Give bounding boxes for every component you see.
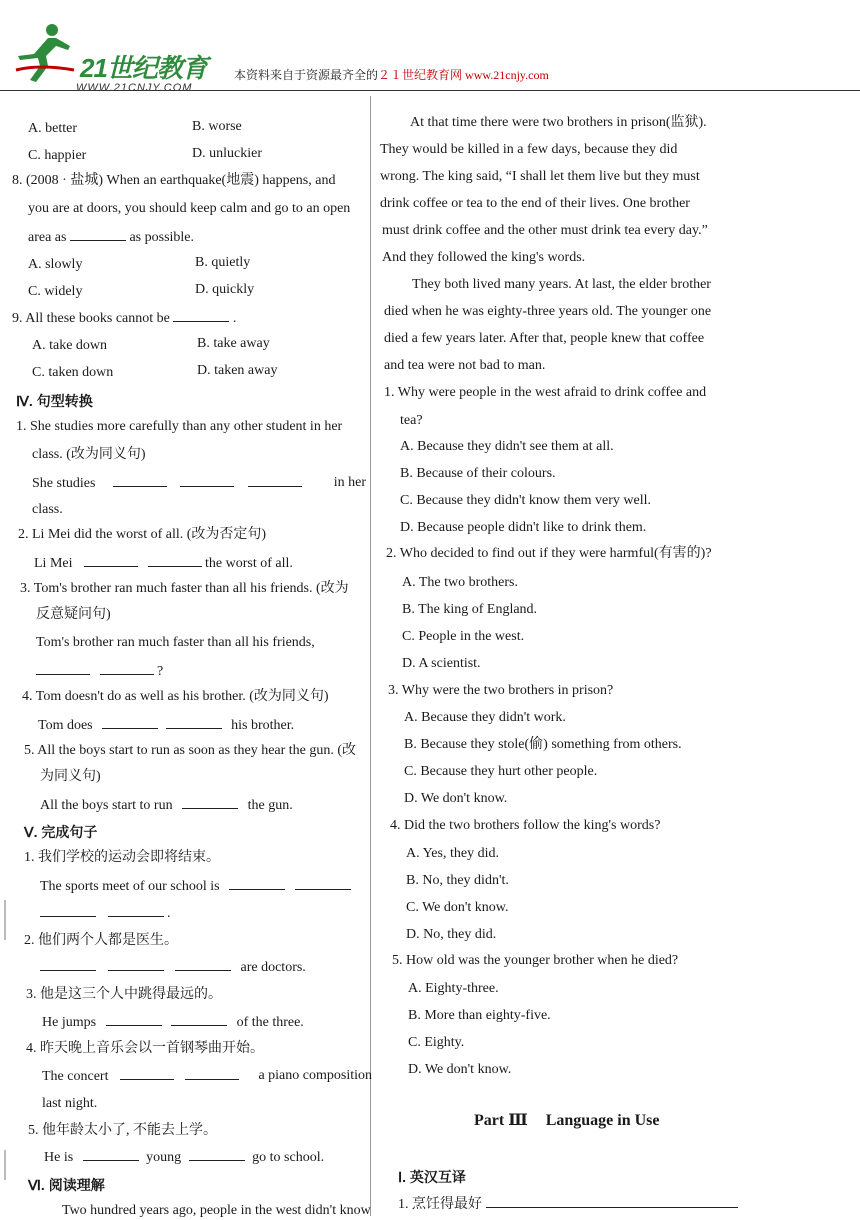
option: A. Because they didn't work.: [404, 710, 566, 725]
logo-text: 21世纪教育: [80, 53, 207, 83]
transform-1: 1. She studies more carefully than any other student in her: [16, 419, 343, 434]
header-rule: [0, 90, 860, 91]
reading-q1: 1. Why were people in the west afraid to drink coffee and: [384, 385, 707, 400]
reading-passage-start: Two hundred years ago, people in the west didn't know: [62, 1203, 371, 1218]
answer-blank[interactable]: [173, 309, 229, 322]
passage-line: They both lived many years. At last, the elder brother: [412, 277, 711, 292]
text: Tom does: [38, 718, 93, 733]
question-8-line3: [28, 228, 194, 247]
text: of the three.: [236, 1015, 304, 1030]
option: C. Because they didn't know them very well.: [400, 493, 651, 508]
part-number: Part Ⅲ: [474, 1112, 528, 1129]
complete-5: 5. 他年龄太小了, 不能去上学。: [28, 1123, 217, 1138]
transform-2-answer: [34, 554, 293, 573]
header-note: [234, 66, 549, 83]
transform-5-answer: [40, 796, 293, 815]
option: C. People in the west.: [402, 629, 525, 644]
answer-blank[interactable]: [36, 662, 90, 675]
question-8-line2: you are at doors, you should keep calm and go to an open: [28, 201, 351, 216]
option: C. Because they hurt other people.: [404, 764, 598, 779]
option: A. Because they didn't see them at all.: [400, 439, 614, 454]
text: 9. All these books cannot be: [12, 311, 170, 326]
answer-blank[interactable]: [113, 474, 167, 487]
header-note-prefix: 本资料来自于资源最齐全的: [234, 68, 379, 82]
option: A. better: [28, 121, 77, 136]
text: go to school.: [252, 1150, 325, 1165]
transform-3-tag: [36, 662, 163, 681]
answer-blank[interactable]: [40, 904, 96, 917]
transform-1-instruction: class. (改为同义句): [32, 447, 146, 462]
passage-line: drink coffee or tea to the end of their lives. One brother: [380, 196, 690, 211]
transform-1-answer: [32, 474, 366, 493]
translate-1: [398, 1195, 738, 1214]
option: B. Because of their colours.: [400, 466, 556, 481]
transform-5: 5. All the boys start to run as soon as they hear the gun. (改: [24, 743, 357, 758]
margin-mark: [4, 1150, 6, 1180]
text: The sports meet of our school is: [40, 879, 220, 894]
option: D. taken away: [197, 363, 278, 378]
text: All the boys start to run: [40, 798, 173, 813]
transform-4-answer: [38, 716, 294, 735]
text: The concert: [42, 1069, 109, 1084]
answer-blank[interactable]: [486, 1195, 738, 1208]
text: are doctors.: [240, 960, 306, 975]
answer-blank[interactable]: [120, 1067, 174, 1080]
option: B. quietly: [195, 255, 251, 270]
option: A. slowly: [28, 257, 83, 272]
complete-4-answer: [42, 1067, 372, 1086]
text: the worst of all.: [205, 556, 293, 571]
reading-q2: 2. Who decided to find out if they were harmful(有害的)?: [386, 546, 712, 561]
complete-1-answer: [40, 877, 351, 896]
complete-3: 3. 他是这三个人中跳得最远的。: [26, 987, 222, 1002]
margin-mark: [4, 900, 6, 940]
answer-blank[interactable]: [180, 474, 234, 487]
passage-line: died a few years later. After that, people knew that coffee: [384, 331, 705, 346]
option: A. Yes, they did.: [406, 846, 499, 861]
header-note-site: ２１世纪教育网: [378, 68, 463, 82]
answer-blank[interactable]: [70, 228, 126, 241]
option: D. quickly: [195, 282, 255, 297]
answer-blank[interactable]: [295, 877, 351, 890]
passage-line: At that time there were two brothers in prison(监狱).: [410, 115, 707, 130]
option: B. worse: [192, 119, 242, 134]
text: .: [232, 311, 237, 326]
column-divider: [370, 96, 371, 1216]
complete-4: 4. 昨天晚上音乐会以一首钢琴曲开始。: [26, 1041, 264, 1056]
text: 1. 烹饪得最好: [398, 1197, 482, 1212]
option: B. take away: [197, 336, 270, 351]
transform-3-instruction: 反意疑问句): [36, 607, 111, 622]
text: .: [167, 906, 171, 921]
option: C. happier: [28, 148, 87, 163]
logo: [10, 20, 220, 94]
answer-blank[interactable]: [175, 958, 231, 971]
transform-2: 2. Li Mei did the worst of all. (改为否定句): [18, 527, 267, 542]
option: A. take down: [32, 338, 108, 353]
option: B. The king of England.: [402, 602, 538, 617]
option: C. widely: [28, 284, 83, 299]
reading-q4: 4. Did the two brothers follow the king's words?: [390, 818, 661, 833]
section-heading: Ⅳ. 句型转换: [16, 393, 93, 409]
page-header: [0, 0, 860, 92]
option: D. No, they did.: [406, 927, 497, 942]
answer-blank[interactable]: [84, 554, 138, 567]
answer-blank[interactable]: [106, 1013, 162, 1026]
answer-blank[interactable]: [100, 662, 154, 675]
answer-blank[interactable]: [102, 716, 158, 729]
transform-3: 3. Tom's brother ran much faster than all his friends. (改为: [20, 581, 349, 596]
header-note-url: www.21cnjy.com: [465, 68, 549, 82]
complete-2-answer: [40, 958, 306, 977]
answer-blank[interactable]: [185, 1067, 239, 1080]
complete-2: 2. 他们两个人都是医生。: [24, 933, 178, 948]
complete-4-end: last night.: [42, 1096, 98, 1111]
text: his brother.: [231, 718, 295, 733]
answer-blank[interactable]: [108, 904, 164, 917]
answer-blank[interactable]: [83, 1148, 139, 1161]
option: D. unluckier: [192, 146, 262, 161]
question-9: [12, 309, 236, 328]
answer-blank[interactable]: [171, 1013, 227, 1026]
transform-3-answer: Tom's brother ran much faster than all his friends,: [36, 635, 315, 650]
reading-q3: 3. Why were the two brothers in prison?: [388, 683, 614, 698]
answer-blank[interactable]: [148, 554, 202, 567]
text: He is: [44, 1150, 74, 1165]
transform-5-instruction: 为同义句): [40, 769, 101, 784]
section-heading: Ⅴ. 完成句子: [24, 824, 98, 840]
answer-blank[interactable]: [166, 716, 222, 729]
part-title: Language in Use: [545, 1112, 660, 1129]
answer-blank[interactable]: [40, 958, 96, 971]
text: as possible.: [129, 230, 195, 245]
option: B. No, they didn't.: [406, 873, 509, 888]
answer-blank[interactable]: [229, 877, 285, 890]
text: area as: [28, 230, 67, 245]
option: B. Because they stole(偷) something from others.: [404, 737, 682, 752]
reading-q1-cont: tea?: [400, 413, 423, 428]
passage-line: must drink coffee and the other must drink tea every day.”: [382, 223, 708, 238]
complete-1: 1. 我们学校的运动会即将结束。: [24, 850, 220, 865]
option: D. A scientist.: [402, 656, 481, 671]
question-8: 8. (2008 · 盐城) When an earthquake(地震) happens, and: [12, 173, 336, 188]
text: young: [146, 1150, 182, 1165]
option: A. Eighty-three.: [408, 981, 499, 996]
reading-q5: 5. How old was the younger brother when he died?: [392, 953, 679, 968]
transform-1-end: class.: [32, 502, 63, 517]
option: B. More than eighty-five.: [408, 1008, 551, 1023]
answer-blank[interactable]: [189, 1148, 245, 1161]
complete-1-answer-cont: [40, 904, 171, 923]
passage-line: And they followed the king's words.: [382, 250, 586, 265]
option: C. Eighty.: [408, 1035, 465, 1050]
text: the gun.: [247, 798, 293, 813]
passage-line: wrong. The king said, “I shall let them live but they must: [380, 169, 700, 184]
option: C. We don't know.: [406, 900, 509, 915]
option: D. We don't know.: [408, 1062, 512, 1077]
option: D. Because people didn't like to drink them.: [400, 520, 647, 535]
passage-line: died when he was eighty-three years old. The younger one: [384, 304, 712, 319]
text: in her: [333, 475, 366, 490]
option: A. The two brothers.: [402, 575, 518, 590]
text: a piano composition: [258, 1068, 372, 1083]
text: She studies: [32, 476, 96, 491]
runner-logo-icon: [10, 20, 80, 84]
section-heading: Ⅵ. 阅读理解: [28, 1177, 105, 1193]
part-heading: [474, 1112, 659, 1130]
logo-url: WWW.21CNJY.COM: [76, 82, 193, 94]
text: Li Mei: [34, 556, 73, 571]
answer-blank[interactable]: [182, 796, 238, 809]
text: ?: [157, 664, 164, 679]
option: C. taken down: [32, 365, 114, 380]
section-heading: Ⅰ. 英汉互译: [398, 1169, 466, 1185]
passage-line: and tea were not bad to man.: [384, 358, 546, 373]
complete-3-answer: [42, 1013, 304, 1032]
option: D. We don't know.: [404, 791, 508, 806]
complete-5-answer: [44, 1148, 324, 1167]
passage-line: They would be killed in a few days, because they did: [380, 142, 678, 157]
transform-4: 4. Tom doesn't do as well as his brother. (改为同义句): [22, 689, 329, 704]
text: He jumps: [42, 1015, 97, 1030]
answer-blank[interactable]: [248, 474, 302, 487]
answer-blank[interactable]: [108, 958, 164, 971]
